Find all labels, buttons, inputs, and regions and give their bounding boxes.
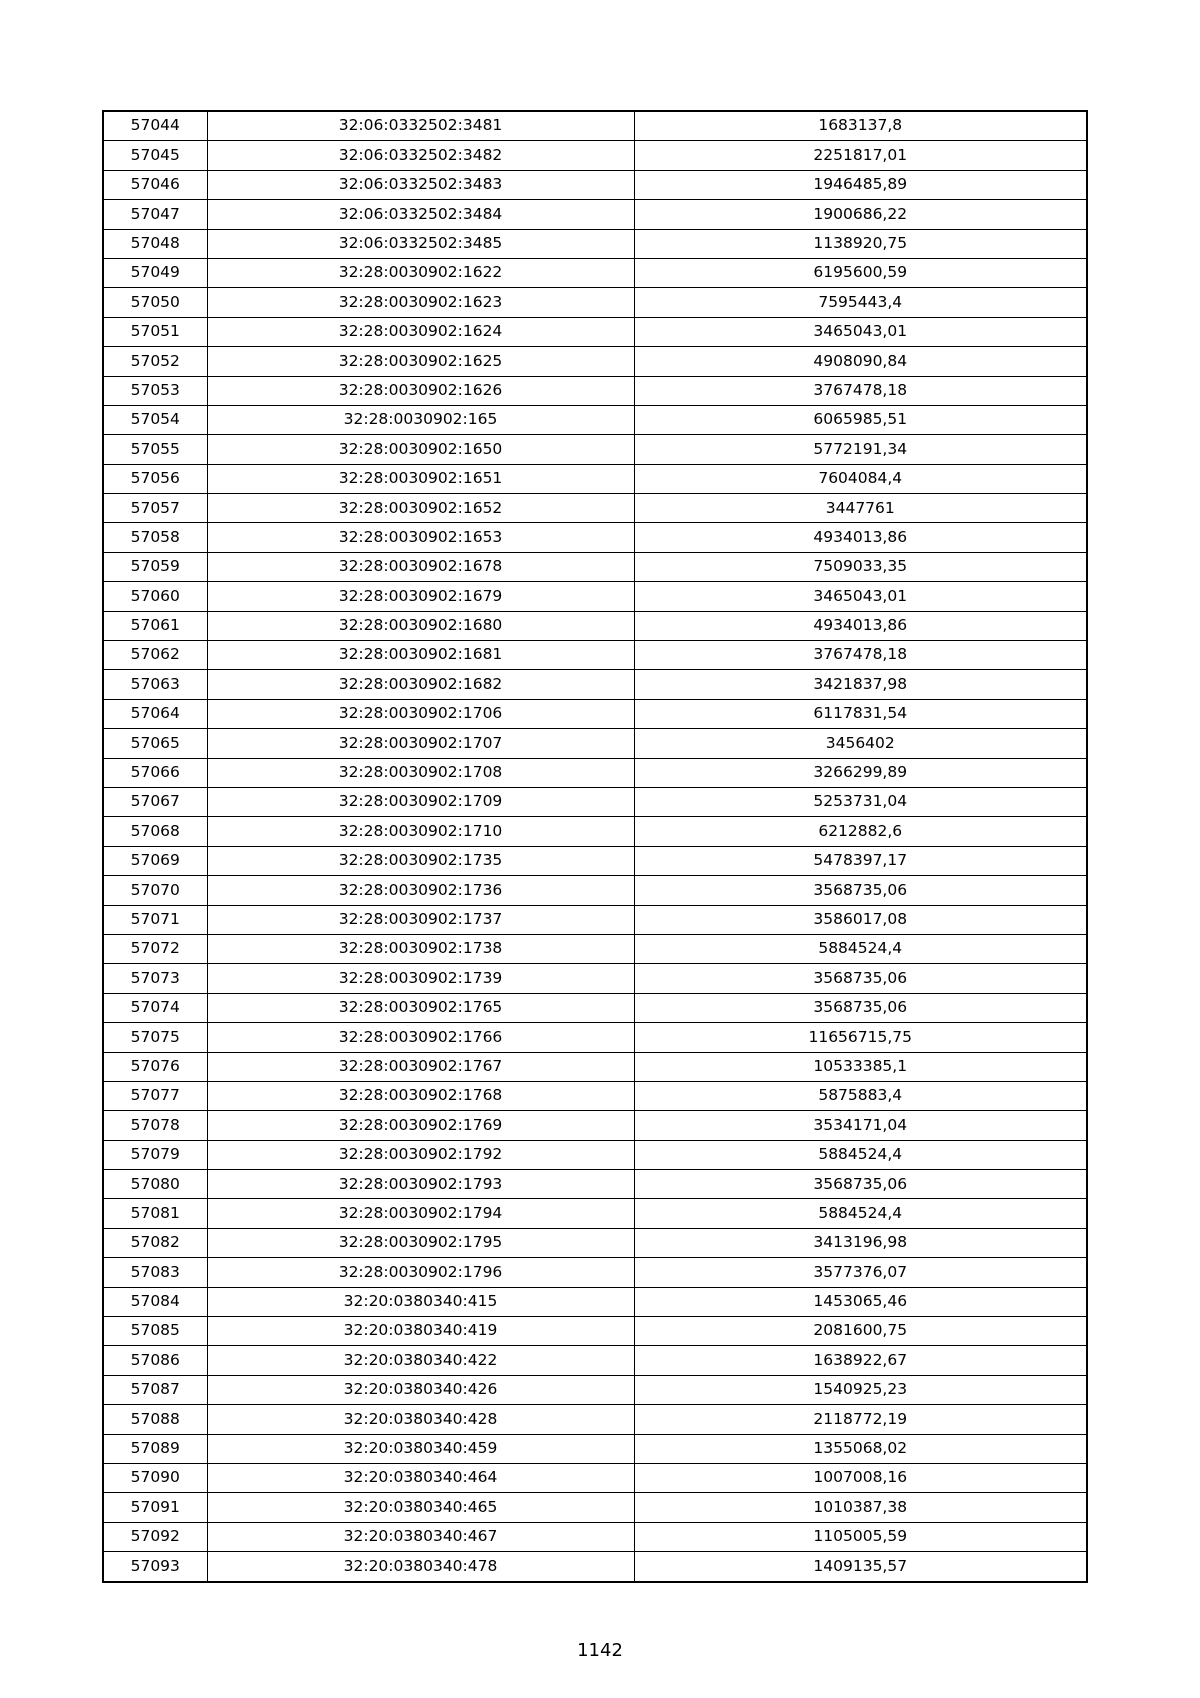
cadastral-number-cell: 32:20:0380340:428 <box>207 1405 634 1434</box>
row-number-cell: 57074 <box>103 993 207 1022</box>
cadastral-number-cell: 32:28:0030902:1736 <box>207 876 634 905</box>
table-row <box>103 111 1087 141</box>
cadastral-number-cell: 32:28:0030902:1794 <box>207 1199 634 1228</box>
cadastral-value-cell: 2251817,01 <box>634 141 1087 170</box>
table-row <box>103 905 1087 934</box>
cadastral-number-cell: 32:28:0030902:1709 <box>207 787 634 816</box>
cadastral-value-cell: 3568735,06 <box>634 1170 1087 1199</box>
cadastral-value-cell: 3568735,06 <box>634 964 1087 993</box>
cadastral-number-cell: 32:28:0030902:1651 <box>207 464 634 493</box>
table-row <box>103 1522 1087 1551</box>
table-row <box>103 817 1087 846</box>
row-number-cell: 57073 <box>103 964 207 993</box>
cadastral-number-cell: 32:20:0380340:464 <box>207 1463 634 1492</box>
cadastral-number-cell: 32:20:0380340:459 <box>207 1434 634 1463</box>
cadastral-value-cell: 1409135,57 <box>634 1552 1087 1582</box>
table-row <box>103 1375 1087 1404</box>
table-row <box>103 729 1087 758</box>
table-row <box>103 670 1087 699</box>
table-row <box>103 1081 1087 1110</box>
row-number-cell: 57077 <box>103 1081 207 1110</box>
table-row <box>103 1111 1087 1140</box>
cadastral-number-cell: 32:06:0332502:3481 <box>207 111 634 141</box>
row-number-cell: 57088 <box>103 1405 207 1434</box>
cadastral-value-cell: 3568735,06 <box>634 876 1087 905</box>
row-number-cell: 57071 <box>103 905 207 934</box>
cadastral-value-cell: 6065985,51 <box>634 405 1087 434</box>
row-number-cell: 57069 <box>103 846 207 875</box>
cadastral-number-cell: 32:28:0030902:1766 <box>207 1023 634 1052</box>
cadastral-value-cell: 3767478,18 <box>634 641 1087 670</box>
cadastral-value-cell: 4934013,86 <box>634 611 1087 640</box>
row-number-cell: 57058 <box>103 523 207 552</box>
cadastral-number-cell: 32:20:0380340:419 <box>207 1317 634 1346</box>
row-number-cell: 57063 <box>103 670 207 699</box>
row-number-cell: 57086 <box>103 1346 207 1375</box>
table-row <box>103 229 1087 258</box>
cadastral-value-cell: 1007008,16 <box>634 1463 1087 1492</box>
cadastral-number-cell: 32:28:0030902:1769 <box>207 1111 634 1140</box>
row-number-cell: 57070 <box>103 876 207 905</box>
row-number-cell: 57059 <box>103 552 207 581</box>
page-number: 1142 <box>577 1640 623 1661</box>
cadastral-value-cell: 1946485,89 <box>634 170 1087 199</box>
row-number-cell: 57066 <box>103 758 207 787</box>
cadastral-number-cell: 32:20:0380340:422 <box>207 1346 634 1375</box>
cadastral-number-cell: 32:28:0030902:1678 <box>207 552 634 581</box>
cadastral-number-cell: 32:28:0030902:1739 <box>207 964 634 993</box>
cadastral-value-cell: 3266299,89 <box>634 758 1087 787</box>
cadastral-number-cell: 32:28:0030902:1737 <box>207 905 634 934</box>
cadastral-number-cell: 32:20:0380340:426 <box>207 1375 634 1404</box>
cadastral-value-cell: 3568735,06 <box>634 993 1087 1022</box>
table-row <box>103 317 1087 346</box>
cadastral-number-cell: 32:28:0030902:1622 <box>207 258 634 287</box>
cadastral-number-cell: 32:28:0030902:1706 <box>207 699 634 728</box>
cadastral-number-cell: 32:28:0030902:1735 <box>207 846 634 875</box>
row-number-cell: 57091 <box>103 1493 207 1522</box>
cadastral-number-cell: 32:28:0030902:1680 <box>207 611 634 640</box>
table-row <box>103 846 1087 875</box>
table-row <box>103 876 1087 905</box>
cadastral-value-cell: 3586017,08 <box>634 905 1087 934</box>
cadastral-value-cell: 6212882,6 <box>634 817 1087 846</box>
row-number-cell: 57056 <box>103 464 207 493</box>
row-number-cell: 57046 <box>103 170 207 199</box>
row-number-cell: 57054 <box>103 405 207 434</box>
row-number-cell: 57090 <box>103 1463 207 1492</box>
table-row <box>103 523 1087 552</box>
table-row <box>103 1287 1087 1316</box>
cadastral-value-cell: 7595443,4 <box>634 288 1087 317</box>
table-row <box>103 1170 1087 1199</box>
cadastral-value-cell: 1900686,22 <box>634 200 1087 229</box>
table-row <box>103 964 1087 993</box>
table-row <box>103 993 1087 1022</box>
cadastral-number-cell: 32:28:0030902:1738 <box>207 934 634 963</box>
cadastral-value-cell: 2081600,75 <box>634 1317 1087 1346</box>
table-row <box>103 1434 1087 1463</box>
row-number-cell: 57078 <box>103 1111 207 1140</box>
cadastral-value-cell: 1355068,02 <box>634 1434 1087 1463</box>
table-body <box>103 111 1087 1582</box>
cadastral-number-cell: 32:20:0380340:465 <box>207 1493 634 1522</box>
cadastral-number-cell: 32:28:0030902:1795 <box>207 1228 634 1257</box>
table-row <box>103 347 1087 376</box>
table-row <box>103 464 1087 493</box>
cadastral-number-cell: 32:28:0030902:1679 <box>207 582 634 611</box>
cadastral-number-cell: 32:28:0030902:1707 <box>207 729 634 758</box>
table-row <box>103 582 1087 611</box>
cadastral-number-cell: 32:20:0380340:478 <box>207 1552 634 1582</box>
table-row <box>103 494 1087 523</box>
table-row <box>103 699 1087 728</box>
row-number-cell: 57085 <box>103 1317 207 1346</box>
row-number-cell: 57062 <box>103 641 207 670</box>
cadastral-value-table <box>102 110 1088 1583</box>
row-number-cell: 57051 <box>103 317 207 346</box>
cadastral-value-cell: 6117831,54 <box>634 699 1087 728</box>
cadastral-value-cell: 3465043,01 <box>634 317 1087 346</box>
table-row <box>103 1199 1087 1228</box>
cadastral-number-cell: 32:28:0030902:1710 <box>207 817 634 846</box>
cadastral-number-cell: 32:28:0030902:1792 <box>207 1140 634 1169</box>
row-number-cell: 57049 <box>103 258 207 287</box>
table-row <box>103 934 1087 963</box>
row-number-cell: 57060 <box>103 582 207 611</box>
row-number-cell: 57065 <box>103 729 207 758</box>
row-number-cell: 57055 <box>103 435 207 464</box>
row-number-cell: 57044 <box>103 111 207 141</box>
cadastral-number-cell: 32:28:0030902:1793 <box>207 1170 634 1199</box>
cadastral-value-cell: 7509033,35 <box>634 552 1087 581</box>
cadastral-number-cell: 32:28:0030902:1767 <box>207 1052 634 1081</box>
cadastral-value-cell: 11656715,75 <box>634 1023 1087 1052</box>
cadastral-value-cell: 1105005,59 <box>634 1522 1087 1551</box>
table-row <box>103 288 1087 317</box>
cadastral-value-cell: 7604084,4 <box>634 464 1087 493</box>
cadastral-value-cell: 3421837,98 <box>634 670 1087 699</box>
cadastral-number-cell: 32:06:0332502:3485 <box>207 229 634 258</box>
row-number-cell: 57057 <box>103 494 207 523</box>
table-row <box>103 405 1087 434</box>
cadastral-value-cell: 1540925,23 <box>634 1375 1087 1404</box>
row-number-cell: 57079 <box>103 1140 207 1169</box>
cadastral-number-cell: 32:06:0332502:3484 <box>207 200 634 229</box>
row-number-cell: 57081 <box>103 1199 207 1228</box>
table-row <box>103 1140 1087 1169</box>
cadastral-value-cell: 3534171,04 <box>634 1111 1087 1140</box>
table-row <box>103 611 1087 640</box>
table-row <box>103 1317 1087 1346</box>
row-number-cell: 57082 <box>103 1228 207 1257</box>
cadastral-value-cell: 5253731,04 <box>634 787 1087 816</box>
cadastral-value-cell: 3447761 <box>634 494 1087 523</box>
cadastral-value-cell: 1138920,75 <box>634 229 1087 258</box>
cadastral-number-cell: 32:28:0030902:1796 <box>207 1258 634 1287</box>
table-row <box>103 641 1087 670</box>
cadastral-number-cell: 32:28:0030902:1681 <box>207 641 634 670</box>
row-number-cell: 57087 <box>103 1375 207 1404</box>
cadastral-value-cell: 1638922,67 <box>634 1346 1087 1375</box>
table-row <box>103 787 1087 816</box>
table-row <box>103 1346 1087 1375</box>
cadastral-value-cell: 4934013,86 <box>634 523 1087 552</box>
table-row <box>103 435 1087 464</box>
cadastral-number-cell: 32:28:0030902:1650 <box>207 435 634 464</box>
table-row <box>103 1023 1087 1052</box>
table-row <box>103 1552 1087 1582</box>
cadastral-number-cell: 32:28:0030902:1652 <box>207 494 634 523</box>
table-row <box>103 1228 1087 1257</box>
table-row <box>103 1258 1087 1287</box>
cadastral-value-cell: 6195600,59 <box>634 258 1087 287</box>
cadastral-value-cell: 3456402 <box>634 729 1087 758</box>
table-row <box>103 1463 1087 1492</box>
cadastral-value-cell: 1010387,38 <box>634 1493 1087 1522</box>
row-number-cell: 57068 <box>103 817 207 846</box>
cadastral-value-cell: 1453065,46 <box>634 1287 1087 1316</box>
cadastral-value-cell: 2118772,19 <box>634 1405 1087 1434</box>
row-number-cell: 57052 <box>103 347 207 376</box>
table-row <box>103 170 1087 199</box>
cadastral-number-cell: 32:06:0332502:3483 <box>207 170 634 199</box>
cadastral-value-cell: 5772191,34 <box>634 435 1087 464</box>
table-row <box>103 200 1087 229</box>
row-number-cell: 57053 <box>103 376 207 405</box>
row-number-cell: 57064 <box>103 699 207 728</box>
cadastral-number-cell: 32:28:0030902:1625 <box>207 347 634 376</box>
cadastral-number-cell: 32:28:0030902:1708 <box>207 758 634 787</box>
row-number-cell: 57076 <box>103 1052 207 1081</box>
cadastral-value-cell: 5884524,4 <box>634 1199 1087 1228</box>
cadastral-number-cell: 32:06:0332502:3482 <box>207 141 634 170</box>
row-number-cell: 57093 <box>103 1552 207 1582</box>
row-number-cell: 57092 <box>103 1522 207 1551</box>
table-row <box>103 758 1087 787</box>
cadastral-number-cell: 32:28:0030902:1682 <box>207 670 634 699</box>
cadastral-value-cell: 3413196,98 <box>634 1228 1087 1257</box>
cadastral-value-cell: 3767478,18 <box>634 376 1087 405</box>
table-row <box>103 258 1087 287</box>
table-row <box>103 141 1087 170</box>
table-row <box>103 1493 1087 1522</box>
table-row <box>103 1405 1087 1434</box>
cadastral-value-cell: 1683137,8 <box>634 111 1087 141</box>
cadastral-value-cell: 5884524,4 <box>634 1140 1087 1169</box>
cadastral-number-cell: 32:28:0030902:1768 <box>207 1081 634 1110</box>
row-number-cell: 57084 <box>103 1287 207 1316</box>
table-row <box>103 376 1087 405</box>
row-number-cell: 57075 <box>103 1023 207 1052</box>
row-number-cell: 57050 <box>103 288 207 317</box>
row-number-cell: 57045 <box>103 141 207 170</box>
cadastral-number-cell: 32:28:0030902:1653 <box>207 523 634 552</box>
cadastral-value-cell: 3465043,01 <box>634 582 1087 611</box>
row-number-cell: 57047 <box>103 200 207 229</box>
row-number-cell: 57048 <box>103 229 207 258</box>
cadastral-value-cell: 5478397,17 <box>634 846 1087 875</box>
cadastral-number-cell: 32:28:0030902:165 <box>207 405 634 434</box>
cadastral-value-cell: 10533385,1 <box>634 1052 1087 1081</box>
cadastral-value-cell: 5884524,4 <box>634 934 1087 963</box>
cadastral-value-cell: 5875883,4 <box>634 1081 1087 1110</box>
row-number-cell: 57083 <box>103 1258 207 1287</box>
row-number-cell: 57061 <box>103 611 207 640</box>
cadastral-number-cell: 32:28:0030902:1765 <box>207 993 634 1022</box>
table-row <box>103 1052 1087 1081</box>
row-number-cell: 57089 <box>103 1434 207 1463</box>
row-number-cell: 57080 <box>103 1170 207 1199</box>
cadastral-value-cell: 3577376,07 <box>634 1258 1087 1287</box>
table-row <box>103 552 1087 581</box>
row-number-cell: 57067 <box>103 787 207 816</box>
row-number-cell: 57072 <box>103 934 207 963</box>
cadastral-number-cell: 32:20:0380340:467 <box>207 1522 634 1551</box>
cadastral-number-cell: 32:28:0030902:1623 <box>207 288 634 317</box>
cadastral-number-cell: 32:20:0380340:415 <box>207 1287 634 1316</box>
cadastral-value-cell: 4908090,84 <box>634 347 1087 376</box>
cadastral-number-cell: 32:28:0030902:1626 <box>207 376 634 405</box>
cadastral-number-cell: 32:28:0030902:1624 <box>207 317 634 346</box>
